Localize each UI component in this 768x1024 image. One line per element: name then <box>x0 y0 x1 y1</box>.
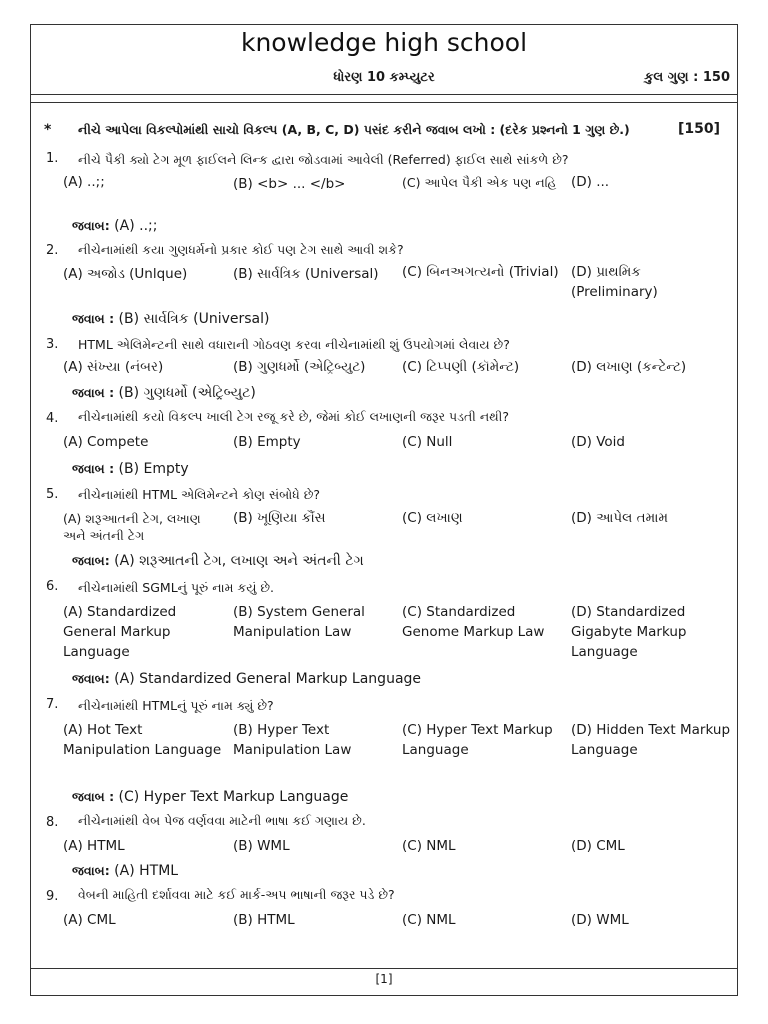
answer-label: જવાબ : <box>72 461 115 476</box>
answer-label: જવાબ: <box>72 218 110 233</box>
question-number: 7. <box>46 697 59 712</box>
answer-text: (A) શરૂઆતની ટેગ, લખાણ અને અંતની ટેગ <box>114 553 364 569</box>
instruction-text: નીચે આપેલા વિકલ્પોમાંથી સાચો વિકલ્પ (A, B, C, D) પસંદ કરીને જવાબ લખો : (દરેક પ્રશ્નનો 1 ગુણ છે.) <box>78 122 630 137</box>
answer-label: જવાબ : <box>72 385 115 400</box>
question-text: નીચેનામાંથી કયો વિકલ્પ ખાલી ટેગ રજૂ કરે છે, જેમાં કોઈ લખાણની જરૂર પડતી નથી? <box>78 409 509 424</box>
question-number: 5. <box>46 487 59 502</box>
answer-text: (A) Standardized General Markup Language <box>114 671 422 687</box>
option-a: (A) CML <box>63 912 116 928</box>
option-d: (D) Standardized Gigabyte Markup Language <box>571 604 687 660</box>
answer-label: જવાબ : <box>72 789 115 804</box>
header-divider <box>30 94 738 95</box>
option-a: (A) શરૂઆતની ટેગ, લખાણ અને અંતની ટેગ <box>63 511 201 543</box>
option-b: (B) Hyper Text Manipulation Law <box>233 722 352 758</box>
option-d: (D) લખાણ (કન્ટેન્ટ) <box>571 359 687 375</box>
question-number: 1. <box>46 151 59 166</box>
option-b: (B) System General Manipulation Law <box>233 604 365 640</box>
option-b: (B) સાર્વત્રિક (Universal) <box>233 266 379 282</box>
question-text: HTML એલિમેન્ટની સાથે વધારાની ગોઠવણ કરવા નીચેનામાંથી શું ઉપયોગમાં લેવાય છે? <box>78 337 510 352</box>
option-a: (A) ..;; <box>63 174 105 190</box>
option-a: (A) Standardized General Markup Language <box>63 604 177 660</box>
question-text: વેબની માહિતી દર્શાવવા માટે કઈ માર્ક-અપ ભાષાની જરૂર પડે છે? <box>78 887 395 902</box>
answer-label: જવાબ: <box>72 671 110 686</box>
answer-text: (B) સાર્વત્રિક (Universal) <box>118 311 270 327</box>
option-d: (D) આપેલ તમામ <box>571 510 668 526</box>
instruction-marks: [150] <box>677 121 720 137</box>
option-c: (C) ટિપ્પણી (કૉમેન્ટ) <box>402 359 520 375</box>
footer-divider <box>30 968 738 969</box>
option-d: (D) પ્રાથમિક (Preliminary) <box>571 264 658 300</box>
answer-line <box>72 671 421 687</box>
answer-line <box>72 385 256 401</box>
option-c: (C) Null <box>402 434 453 450</box>
option-b: (B) HTML <box>233 912 295 928</box>
question-number: 4. <box>46 411 59 426</box>
option-a: (A) HTML <box>63 838 125 854</box>
option-d: (D) CML <box>571 838 625 854</box>
question-text: નીચેનામાંથી SGMLનું પૂરું નામ કયું છે. <box>78 580 275 595</box>
page-number: [1] <box>375 972 393 986</box>
answer-line <box>72 789 348 805</box>
option-a: (A) અજોડ (Unlque) <box>63 266 188 282</box>
option-d: (D) ... <box>571 174 610 190</box>
question-text: નીચેનામાંથી વેબ પેજ વર્ણવવા માટેની ભાષા કઈ ગણાય છે. <box>78 813 366 828</box>
subject-title: ધોરણ 10 કમ્પ્યુટર <box>333 70 435 85</box>
option-b: (B) <b> ... </b> <box>233 176 346 192</box>
option-b: (B) Empty <box>233 434 301 450</box>
question-number: 9. <box>46 889 59 904</box>
answer-label: જવાબ: <box>72 863 110 878</box>
instruction-bullet: * <box>44 122 52 138</box>
option-d: (D) Hidden Text Markup Language <box>571 722 731 758</box>
answer-line <box>72 311 269 327</box>
option-c: (C) Hyper Text Markup Language <box>402 722 553 758</box>
option-d: (D) Void <box>571 434 625 450</box>
answer-line <box>72 218 157 234</box>
answer-label: જવાબ : <box>72 311 115 326</box>
answer-label: જવાબ: <box>72 553 110 568</box>
option-c: (C) આપેલ પૈકી એક પણ નહિ <box>402 175 557 190</box>
answer-text: (B) Empty <box>118 461 189 477</box>
answer-text: (A) ..;; <box>114 218 158 234</box>
total-marks: કુલ ગુણ : 150 <box>644 70 730 85</box>
option-d: (D) WML <box>571 912 629 928</box>
answer-text: (B) ગુણધર્મો (એટ્રિબ્યુટ) <box>118 385 256 401</box>
option-c: (C) Standardized Genome Markup Law <box>402 604 545 640</box>
question-number: 2. <box>46 243 59 258</box>
question-number: 8. <box>46 815 59 830</box>
question-number: 6. <box>46 579 59 594</box>
school-name: knowledge high school <box>240 28 528 57</box>
question-number: 3. <box>46 337 59 352</box>
option-c: (C) NML <box>402 912 456 928</box>
answer-line <box>72 461 189 477</box>
question-text: નીચેનામાંથી કયા ગુણધર્મનો પ્રકાર કોઈ પણ ટેગ સાથે આવી શકે? <box>78 242 404 257</box>
option-a: (A) સંખ્યા (નંબર) <box>63 359 164 375</box>
option-b: (B) ગુણધર્મો (એટ્રિબ્યુટ) <box>233 359 366 375</box>
question-text: નીચેનામાંથી HTMLનું પૂરું નામ ક્યું છે? <box>78 698 274 713</box>
option-c: (C) બિનઅગત્યનો (Trivial) <box>402 264 559 280</box>
answer-text: (A) HTML <box>114 863 179 879</box>
answer-line <box>72 863 178 879</box>
option-a: (A) Compete <box>63 434 149 450</box>
option-c: (C) NML <box>402 838 456 854</box>
option-a: (A) Hot Text Manipulation Language <box>63 722 222 758</box>
answer-text: (C) Hyper Text Markup Language <box>118 789 349 805</box>
option-b: (B) ખૂણિયા કૌંસ <box>233 510 326 526</box>
option-c: (C) લખાણ <box>402 510 463 526</box>
header-divider-second <box>30 102 738 103</box>
answer-line <box>72 553 364 569</box>
question-text: નીચે પૈકી ક્યો ટેગ મૂળ ફાઈલને લિન્ક દ્વારા જોડવામાં આવેલી (Referred) ફાઈલ સાથે સાંકળે છે? <box>78 152 569 167</box>
question-text: નીચેનામાંથી HTML એલિમેન્ટને કોણ સંબોધે છે? <box>78 487 321 502</box>
option-b: (B) WML <box>233 838 290 854</box>
